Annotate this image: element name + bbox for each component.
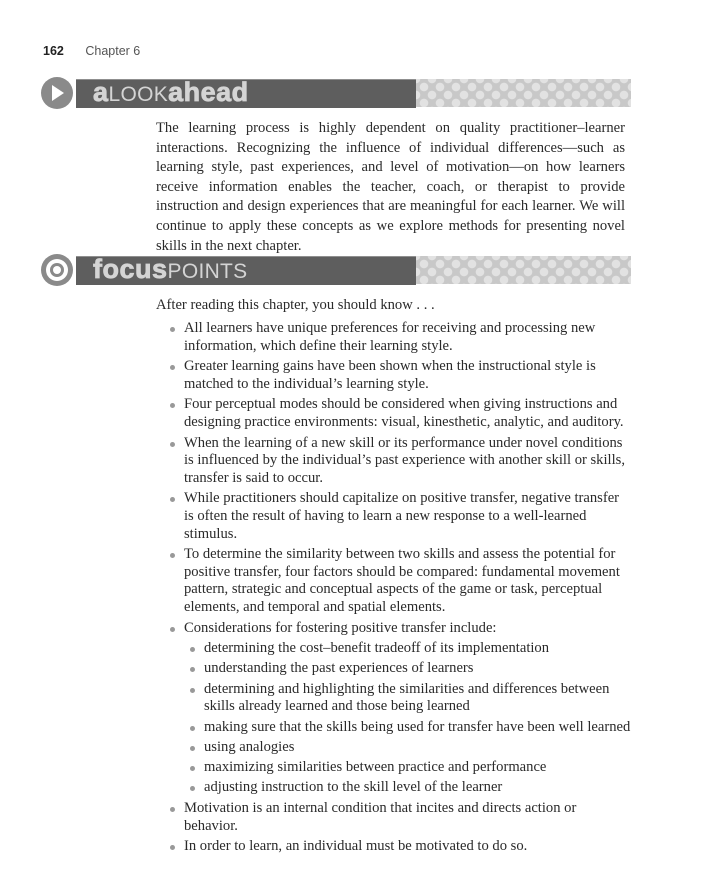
look-ahead-banner — [41, 78, 631, 108]
running-header — [43, 44, 140, 58]
focus-points-list — [156, 320, 632, 859]
banner-dot-pattern — [416, 256, 631, 284]
target-icon — [41, 254, 73, 286]
look-ahead-paragraph: The learning process is highly dependent on quality practitioner–learner interactions. Recognizing the influence of individual differences—such as learning style, past experiences, and level of motivation—on how learners receive information enables the teacher, coach, or therapist to provide instruction and design experiences that are meaningful for each learner. We will continue to apply these concepts as we explore methods for presenting novel skills in the next chapter. — [156, 120, 625, 254]
sub-list-item: determining the cost–benefit tradeoff of its implementation — [184, 640, 632, 658]
banner-dot-pattern — [416, 79, 631, 107]
list-item: To determine the similarity between two skills and assess the potential for positive transfer, four factors should be compared: fundamental movement pattern, strategic and conceptual aspects of the game or task, perceptual elements, and temporal and spatial elements. — [156, 546, 632, 616]
look-ahead-title: aLOOKahead — [93, 77, 249, 107]
list-item — [156, 620, 632, 797]
focus-points-title: focusPOINTS — [93, 254, 248, 284]
sub-list-item: making sure that the skills being used for transfer have been well learned — [184, 719, 632, 737]
focus-points-lead: After reading this chapter, you should know . . . — [156, 297, 435, 313]
list-item: When the learning of a new skill or its performance under novel conditions is influenced by the individual’s past experience with another skill or skills, transfer is said to occur. — [156, 435, 632, 488]
sub-list-item: understanding the past experiences of learners — [184, 660, 632, 678]
focus-points-banner — [41, 255, 631, 285]
sub-list-item: adjusting instruction to the skill level of the learner — [184, 779, 632, 797]
sub-list-item: determining and highlighting the similarities and differences between skills already learned and those being learned — [184, 681, 632, 716]
list-item: In order to learn, an individual must be motivated to do so. — [156, 838, 632, 856]
sub-list-item: using analogies — [184, 739, 632, 757]
list-item-text: Considerations for fostering positive transfer include: — [184, 619, 497, 636]
list-item: Four perceptual modes should be considered when giving instructions and designing practice environments: visual, kinesthetic, analytic, and auditory. — [156, 396, 632, 431]
sub-list-item: maximizing similarities between practice and performance — [184, 759, 632, 777]
list-item: Motivation is an internal condition that incites and directs action or behavior. — [156, 800, 632, 835]
list-item: Greater learning gains have been shown when the instructional style is matched to the individual’s learning style. — [156, 358, 632, 393]
play-icon — [41, 77, 73, 109]
list-item: While practitioners should capitalize on positive transfer, negative transfer is often the result of having to learn a new response to a well-learned stimulus. — [156, 490, 632, 543]
page-number: 162 — [43, 44, 64, 58]
list-item: All learners have unique preferences for receiving and processing new information, which define their learning style. — [156, 320, 632, 355]
chapter-label: Chapter 6 — [85, 44, 141, 58]
sub-list — [184, 640, 632, 797]
